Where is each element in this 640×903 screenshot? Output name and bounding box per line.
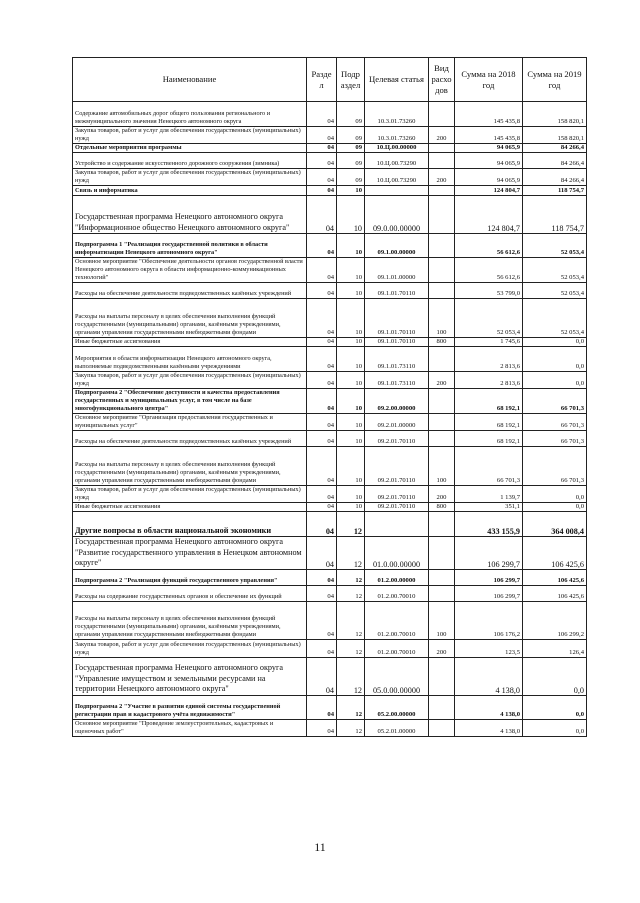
cell-section: 04 <box>307 639 337 657</box>
cell-subsection: 09 <box>337 169 365 186</box>
table-row <box>73 447 587 486</box>
cell-section: 04 <box>307 347 337 372</box>
cell-type <box>429 585 455 601</box>
table-header-row <box>73 58 587 102</box>
cell-section: 04 <box>307 695 337 719</box>
cell-target: 09.2.01.70110 <box>365 431 429 447</box>
cell-section: 04 <box>307 102 337 127</box>
cell-section: 04 <box>307 153 337 169</box>
cell-name: Закупка товаров, работ и услуг для обеспечения государственных (муниципальных) нужд <box>73 127 307 144</box>
cell-name: Государственная программа Ненецкого автономного округа "Развитие государственного управления в Ненецком автономном округе" <box>73 537 307 570</box>
cell-name: Расходы на выплаты персоналу в целях обеспечения выполнения функций государственными (муниципальными) органами, казёнными учреждениями, органами управления государственными внебюджетными фондами <box>73 299 307 338</box>
cell-target <box>365 512 429 537</box>
cell-sum-2019: 106 425,6 <box>523 569 587 585</box>
cell-name: Расходы на содержание государственных органов и обеспечение их функций <box>73 585 307 601</box>
cell-section: 04 <box>307 144 337 153</box>
table-row <box>73 695 587 719</box>
cell-subsection: 09 <box>337 102 365 127</box>
cell-type: 200 <box>429 639 455 657</box>
cell-target <box>365 186 429 196</box>
cell-section: 04 <box>307 234 337 258</box>
cell-name: Закупка товаров, работ и услуг для обеспечения государственных (муниципальных) нужд <box>73 486 307 503</box>
cell-target: 09.2.00.00000 <box>365 389 429 414</box>
cell-target: 09.2.01.00000 <box>365 414 429 431</box>
cell-name: Содержание автомобильных дорог общего пользования регионального и межмуниципального значения Ненецкого автономного округа <box>73 102 307 127</box>
cell-subsection: 10 <box>337 338 365 347</box>
cell-subsection: 10 <box>337 447 365 486</box>
cell-name: Государственная программа Ненецкого автономного округа "Информационное общество Ненецкого автономного округа" <box>73 196 307 234</box>
table-row <box>73 537 587 570</box>
cell-type: 200 <box>429 372 455 389</box>
cell-type: 100 <box>429 601 455 639</box>
cell-target: 01.2.00.70010 <box>365 601 429 639</box>
cell-target: 09.1.00.00000 <box>365 234 429 258</box>
cell-sum-2018: 94 065,9 <box>455 153 523 169</box>
table-row <box>73 601 587 639</box>
cell-sum-2018: 2 813,6 <box>455 347 523 372</box>
cell-name: Закупка товаров, работ и услуг для обеспечения государственных (муниципальных) нужд <box>73 169 307 186</box>
cell-sum-2018: 106 299,7 <box>455 569 523 585</box>
cell-sum-2018: 433 155,9 <box>455 512 523 537</box>
table-row <box>73 169 587 186</box>
cell-name: Основное мероприятие "Проведение землеустроительных, кадастровых и оценочных работ" <box>73 719 307 736</box>
header-type: Вид расхо дов <box>429 58 455 102</box>
cell-section: 04 <box>307 299 337 338</box>
table-row <box>73 338 587 347</box>
cell-type <box>429 695 455 719</box>
cell-sum-2018: 4 138,0 <box>455 719 523 736</box>
cell-sum-2019: 0,0 <box>523 503 587 512</box>
cell-section: 04 <box>307 585 337 601</box>
cell-sum-2019: 0,0 <box>523 719 587 736</box>
cell-section: 04 <box>307 512 337 537</box>
cell-section: 04 <box>307 569 337 585</box>
table-row <box>73 186 587 196</box>
cell-subsection: 10 <box>337 347 365 372</box>
cell-target: 09.1.01.73110 <box>365 372 429 389</box>
cell-type <box>429 347 455 372</box>
cell-target: 09.2.01.70110 <box>365 503 429 512</box>
cell-subsection: 12 <box>337 639 365 657</box>
cell-subsection: 10 <box>337 258 365 283</box>
table-row <box>73 372 587 389</box>
cell-sum-2018: 66 701,3 <box>455 447 523 486</box>
cell-section: 04 <box>307 414 337 431</box>
table-row <box>73 414 587 431</box>
table-row <box>73 196 587 234</box>
cell-target: 10.Ц.00.00000 <box>365 144 429 153</box>
cell-sum-2018: 94 065,9 <box>455 169 523 186</box>
table-row <box>73 127 587 144</box>
cell-type <box>429 431 455 447</box>
cell-name: Закупка товаров, работ и услуг для обеспечения государственных (муниципальных) нужд <box>73 372 307 389</box>
cell-sum-2018: 68 192,1 <box>455 431 523 447</box>
cell-target: 01.0.00.00000 <box>365 537 429 570</box>
table-row <box>73 389 587 414</box>
cell-sum-2018: 123,5 <box>455 639 523 657</box>
cell-sum-2019: 118 754,7 <box>523 196 587 234</box>
cell-target: 09.1.01.70110 <box>365 338 429 347</box>
cell-sum-2019: 52 053,4 <box>523 299 587 338</box>
cell-subsection: 10 <box>337 299 365 338</box>
cell-target: 09.1.01.70110 <box>365 283 429 299</box>
cell-section: 04 <box>307 169 337 186</box>
cell-name: Иные бюджетные ассигнования <box>73 503 307 512</box>
table-row <box>73 234 587 258</box>
table-row <box>73 639 587 657</box>
cell-subsection: 12 <box>337 512 365 537</box>
cell-type: 200 <box>429 127 455 144</box>
cell-sum-2019: 106 299,2 <box>523 601 587 639</box>
cell-sum-2018: 68 192,1 <box>455 414 523 431</box>
cell-type <box>429 234 455 258</box>
cell-name: Основное мероприятие "Обеспечение деятельности органов государственной власти Ненецкого автономного округа в области информационно-коммуникационных технологий" <box>73 258 307 283</box>
cell-sum-2019: 52 053,4 <box>523 234 587 258</box>
cell-name: Подпрограмма 2 "Реализация функций государственного управления" <box>73 569 307 585</box>
cell-sum-2018: 1 745,6 <box>455 338 523 347</box>
cell-sum-2018: 124 804,7 <box>455 186 523 196</box>
cell-target: 09.1.01.70110 <box>365 299 429 338</box>
cell-sum-2018: 2 813,6 <box>455 372 523 389</box>
cell-section: 04 <box>307 338 337 347</box>
cell-subsection: 10 <box>337 503 365 512</box>
cell-type <box>429 657 455 695</box>
cell-section: 04 <box>307 283 337 299</box>
cell-name: Расходы на обеспечение деятельности подведомственных казённых учреждений <box>73 431 307 447</box>
cell-type <box>429 283 455 299</box>
table-row <box>73 585 587 601</box>
cell-subsection: 10 <box>337 431 365 447</box>
cell-sum-2018: 52 053,4 <box>455 299 523 338</box>
cell-sum-2018: 53 799,0 <box>455 283 523 299</box>
cell-target: 10.3.01.73260 <box>365 127 429 144</box>
cell-type <box>429 258 455 283</box>
cell-sum-2019: 66 701,3 <box>523 431 587 447</box>
table-row <box>73 299 587 338</box>
cell-subsection: 12 <box>337 585 365 601</box>
cell-sum-2018: 145 435,8 <box>455 102 523 127</box>
page-number: 11 <box>314 840 326 854</box>
cell-type <box>429 186 455 196</box>
cell-target: 01.2.00.70010 <box>365 639 429 657</box>
cell-sum-2019: 106 425,6 <box>523 585 587 601</box>
cell-section: 04 <box>307 431 337 447</box>
cell-subsection: 10 <box>337 414 365 431</box>
cell-type: 200 <box>429 486 455 503</box>
table-row <box>73 258 587 283</box>
cell-subsection: 12 <box>337 719 365 736</box>
cell-subsection: 10 <box>337 486 365 503</box>
cell-name: Отдельные мероприятия программы <box>73 144 307 153</box>
cell-target: 09.1.01.73110 <box>365 347 429 372</box>
cell-type <box>429 196 455 234</box>
cell-target: 01.2.00.70010 <box>365 585 429 601</box>
cell-sum-2019: 84 266,4 <box>523 153 587 169</box>
cell-target: 10.Ц.00.73290 <box>365 153 429 169</box>
cell-subsection: 12 <box>337 569 365 585</box>
cell-sum-2018: 56 612,6 <box>455 234 523 258</box>
cell-sum-2019: 364 008,4 <box>523 512 587 537</box>
cell-section: 04 <box>307 601 337 639</box>
cell-name: Связь и информатика <box>73 186 307 196</box>
cell-sum-2019: 0,0 <box>523 372 587 389</box>
cell-type <box>429 414 455 431</box>
cell-target: 10.3.01.73260 <box>365 102 429 127</box>
table-row <box>73 102 587 127</box>
header-sum-2018: Сумма на 2018 год <box>455 58 523 102</box>
cell-sum-2018: 68 192,1 <box>455 389 523 414</box>
cell-section: 04 <box>307 186 337 196</box>
cell-subsection: 10 <box>337 234 365 258</box>
cell-sum-2018: 56 612,6 <box>455 258 523 283</box>
cell-target: 09.2.01.70110 <box>365 486 429 503</box>
header-name: Наименование <box>73 58 307 102</box>
cell-name: Расходы на выплаты персоналу в целях обеспечения выполнения функций государственными (муниципальными) органами, казёнными учреждениями, органами управления государственными внебюджетными фондами <box>73 447 307 486</box>
cell-type: 200 <box>429 169 455 186</box>
cell-name: Устройство и содержание искусственного дорожного сооружения (зимника) <box>73 153 307 169</box>
cell-sum-2019: 118 754,7 <box>523 186 587 196</box>
cell-sum-2019: 0,0 <box>523 695 587 719</box>
cell-type <box>429 537 455 570</box>
cell-sum-2019: 84 266,4 <box>523 144 587 153</box>
cell-type: 800 <box>429 338 455 347</box>
cell-subsection: 10 <box>337 186 365 196</box>
cell-target: 05.2.00.00000 <box>365 695 429 719</box>
cell-sum-2018: 351,1 <box>455 503 523 512</box>
cell-sum-2019: 84 266,4 <box>523 169 587 186</box>
cell-name: Расходы на обеспечение деятельности подведомственных казённых учреждений <box>73 283 307 299</box>
cell-name: Подпрограмма 2 "Обеспечение доступности и качества предоставления государственных и муниципальных услуг, в том числе на базе многофункционального центра" <box>73 389 307 414</box>
header-section: Разде л <box>307 58 337 102</box>
header-subsection: Подр аздел <box>337 58 365 102</box>
cell-type <box>429 719 455 736</box>
cell-subsection: 09 <box>337 127 365 144</box>
cell-sum-2019: 0,0 <box>523 338 587 347</box>
cell-subsection: 10 <box>337 283 365 299</box>
cell-sum-2018: 106 176,2 <box>455 601 523 639</box>
table-row <box>73 569 587 585</box>
cell-section: 04 <box>307 719 337 736</box>
cell-section: 04 <box>307 503 337 512</box>
cell-subsection: 10 <box>337 196 365 234</box>
cell-type <box>429 153 455 169</box>
cell-sum-2019: 0,0 <box>523 347 587 372</box>
cell-subsection: 10 <box>337 389 365 414</box>
cell-name: Закупка товаров, работ и услуг для обеспечения государственных (муниципальных) нужд <box>73 639 307 657</box>
cell-section: 04 <box>307 657 337 695</box>
cell-section: 04 <box>307 486 337 503</box>
cell-target: 09.0.00.00000 <box>365 196 429 234</box>
cell-sum-2019: 0,0 <box>523 486 587 503</box>
cell-subsection: 12 <box>337 657 365 695</box>
cell-name: Расходы на выплаты персоналу в целях обеспечения выполнения функций государственными (муниципальными) органами, казёнными учреждениями, органами управления государственными внебюджетными фондами <box>73 601 307 639</box>
cell-section: 04 <box>307 196 337 234</box>
table-row <box>73 431 587 447</box>
cell-sum-2019: 66 701,3 <box>523 414 587 431</box>
cell-name: Мероприятия в области информатизации Ненецкого автономного округа, выполняемые подведомственными казёнными учреждениями <box>73 347 307 372</box>
table-row <box>73 347 587 372</box>
table-row <box>73 719 587 736</box>
cell-sum-2019: 0,0 <box>523 657 587 695</box>
cell-sum-2019: 158 820,1 <box>523 127 587 144</box>
cell-sum-2019: 106 425,6 <box>523 537 587 570</box>
cell-subsection: 12 <box>337 695 365 719</box>
cell-sum-2018: 145 435,8 <box>455 127 523 144</box>
cell-name: Другие вопросы в области национальной экономики <box>73 512 307 537</box>
cell-subsection: 12 <box>337 601 365 639</box>
cell-section: 04 <box>307 389 337 414</box>
cell-type <box>429 144 455 153</box>
cell-sum-2019: 52 053,4 <box>523 283 587 299</box>
cell-sum-2019: 126,4 <box>523 639 587 657</box>
table-row <box>73 657 587 695</box>
cell-section: 04 <box>307 258 337 283</box>
cell-sum-2018: 4 138,0 <box>455 657 523 695</box>
cell-type <box>429 389 455 414</box>
table-row <box>73 153 587 169</box>
cell-type <box>429 512 455 537</box>
cell-sum-2019: 66 701,3 <box>523 447 587 486</box>
cell-type <box>429 102 455 127</box>
cell-target: 10.Ц.00.73290 <box>365 169 429 186</box>
cell-target: 05.2.01.00000 <box>365 719 429 736</box>
header-target: Целевая статья <box>365 58 429 102</box>
table-row <box>73 283 587 299</box>
cell-sum-2018: 106 299,7 <box>455 537 523 570</box>
cell-type: 800 <box>429 503 455 512</box>
cell-subsection: 10 <box>337 372 365 389</box>
table-row <box>73 144 587 153</box>
cell-type: 100 <box>429 447 455 486</box>
cell-target: 09.1.01.00000 <box>365 258 429 283</box>
cell-sum-2018: 106 299,7 <box>455 585 523 601</box>
budget-table <box>72 57 587 737</box>
cell-name: Подпрограмма 1 "Реализация государственной политики в области информатизации Ненецкого автономного округа" <box>73 234 307 258</box>
cell-subsection: 09 <box>337 153 365 169</box>
cell-subsection: 12 <box>337 537 365 570</box>
cell-section: 04 <box>307 447 337 486</box>
cell-name: Подпрограмма 2 "Участие в развитии единой системы государственной регистрации прав и кадастрового учёта недвижимости" <box>73 695 307 719</box>
cell-section: 04 <box>307 127 337 144</box>
table-row <box>73 486 587 503</box>
header-sum-2019: Сумма на 2019 год <box>523 58 587 102</box>
cell-type: 100 <box>429 299 455 338</box>
cell-sum-2019: 52 053,4 <box>523 258 587 283</box>
cell-sum-2019: 66 701,3 <box>523 389 587 414</box>
cell-sum-2018: 124 804,7 <box>455 196 523 234</box>
cell-section: 04 <box>307 537 337 570</box>
cell-name: Основное мероприятие "Организация предоставления государственных и муниципальных услуг" <box>73 414 307 431</box>
cell-sum-2018: 4 138,0 <box>455 695 523 719</box>
cell-target: 05.0.00.00000 <box>365 657 429 695</box>
cell-sum-2018: 94 065,9 <box>455 144 523 153</box>
cell-subsection: 09 <box>337 144 365 153</box>
table-row <box>73 512 587 537</box>
cell-section: 04 <box>307 372 337 389</box>
table-row <box>73 503 587 512</box>
cell-name: Государственная программа Ненецкого автономного округа "Управление имуществом и земельными ресурсами на территории Ненецкого автономного округа" <box>73 657 307 695</box>
cell-type <box>429 569 455 585</box>
cell-sum-2019: 158 820,1 <box>523 102 587 127</box>
cell-name: Иные бюджетные ассигнования <box>73 338 307 347</box>
cell-target: 09.2.01.70110 <box>365 447 429 486</box>
cell-target: 01.2.00.00000 <box>365 569 429 585</box>
cell-sum-2018: 1 139,7 <box>455 486 523 503</box>
